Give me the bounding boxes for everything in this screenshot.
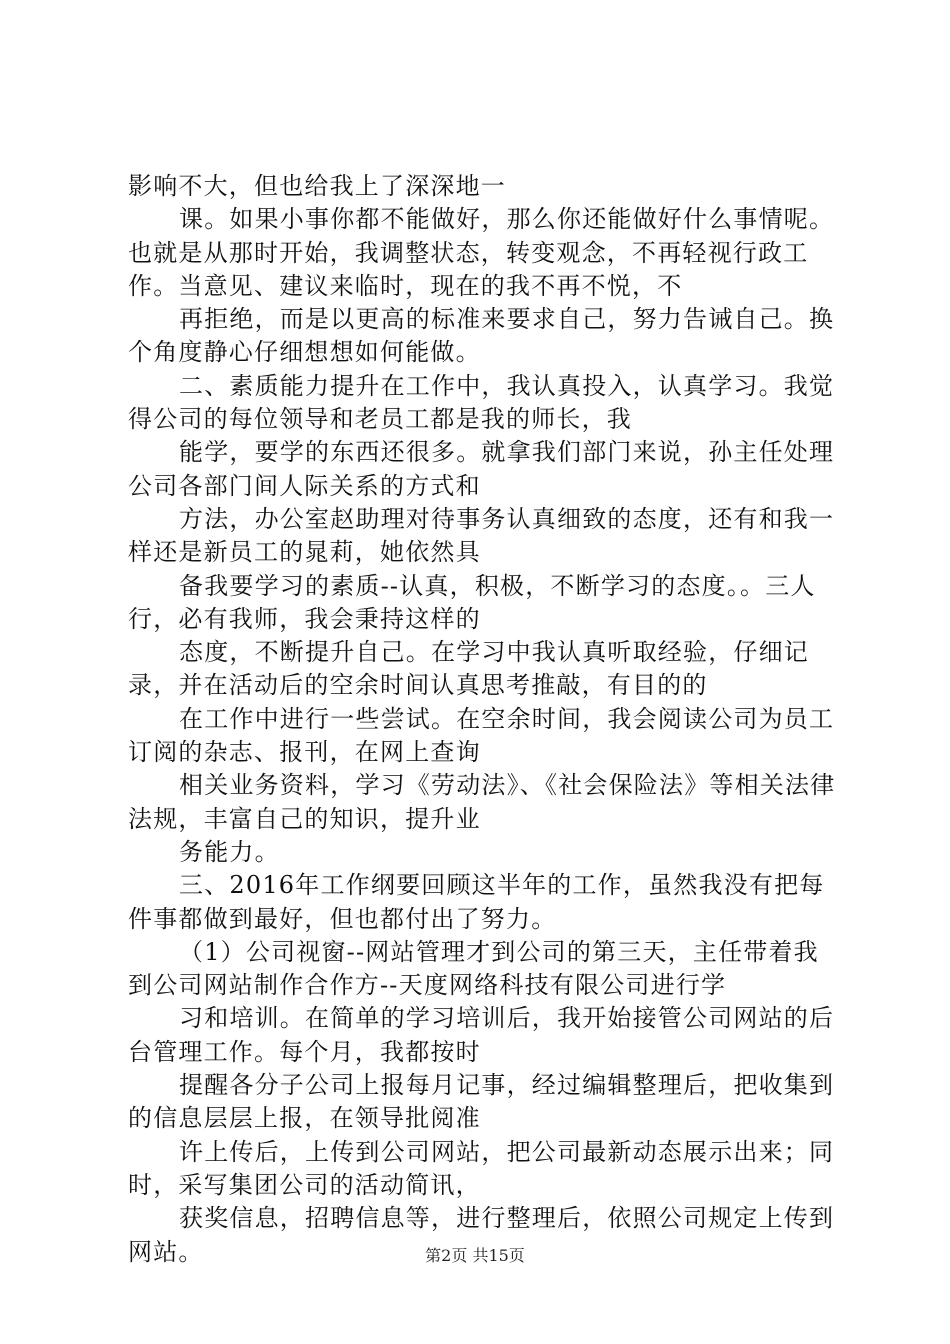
paragraph: 课。如果小事你都不能做好，那么你还能做好什么事情呢。也就是从那时开始，我调整状态，转变观念，不再轻视行政工作。当意见、建议来临时，现在的我不再不悦，不 bbox=[128, 205, 835, 300]
page-footer bbox=[0, 1243, 950, 1266]
paragraph: 二、素质能力提升在工作中，我认真投入，认真学习。我觉得公司的每位领导和老员工都是我的师长，我 bbox=[128, 371, 835, 434]
paragraph: 许上传后，上传到公司网站，把公司最新动态展示出来；同时，采写集团公司的活动简讯， bbox=[128, 1137, 835, 1199]
paragraph: 相关业务资料，学习《劳动法》、《社会保险法》等相关法律法规，丰富自己的知识，提升业 bbox=[128, 771, 836, 833]
paragraph: （1）公司视窗--网站管理才到公司的第三天，主任带着我到公司网站制作合作方--天度网络科技有限公司进行学 bbox=[128, 937, 819, 1000]
paragraph: 方法，办公室赵助理对待事务认真细致的态度，还有和我一样还是新员工的晁莉，她依然具 bbox=[128, 504, 835, 567]
paragraph: 备我要学习的素质--认真，积极，不断学习的态度。。三人行，必有我师，我会秉持这样的 bbox=[128, 571, 816, 633]
paragraph: 习和培训。在简单的学习培训后，我开始接管公司网站的后台管理工作。每个月，我都按时 bbox=[128, 1004, 835, 1066]
paragraph: 影响不大，但也给我上了深深地一 bbox=[128, 172, 506, 200]
paragraph: 获奖信息，招聘信息等，进行整理后，依照公司规定上传到网站。 bbox=[128, 1204, 835, 1266]
paragraph: 三、2016年工作纲要回顾这半年的工作，虽然我没有把每件事都做到最好，但也都付出了努力。 bbox=[128, 871, 825, 933]
paragraph: 能学，要学的东西还很多。就拿我们部门来说，孙主任处理公司各部门间人际关系的方式和 bbox=[128, 438, 835, 500]
paragraph: 态度，不断提升自己。在学习中我认真听取经验，仔细记录，并在活动后的空余时间认真思考推敲，有目的的 bbox=[128, 638, 809, 700]
paragraph: 再拒绝，而是以更高的标准来要求自己，努力告诫自己。换个角度静心仔细想想如何能做。 bbox=[128, 305, 835, 367]
paragraph: 在工作中进行一些尝试。在空余时间，我会阅读公司为员工订阅的杂志、报刊，在网上查询 bbox=[128, 704, 835, 767]
paragraph: 提醒各分子公司上报每月记事，经过编辑整理后，把收集到的信息层层上报，在领导批阅准 bbox=[128, 1071, 835, 1133]
page-number-label: 第2页 共15页 bbox=[425, 1246, 525, 1265]
document-body bbox=[128, 170, 838, 1269]
paragraph: 务能力。 bbox=[179, 837, 280, 866]
